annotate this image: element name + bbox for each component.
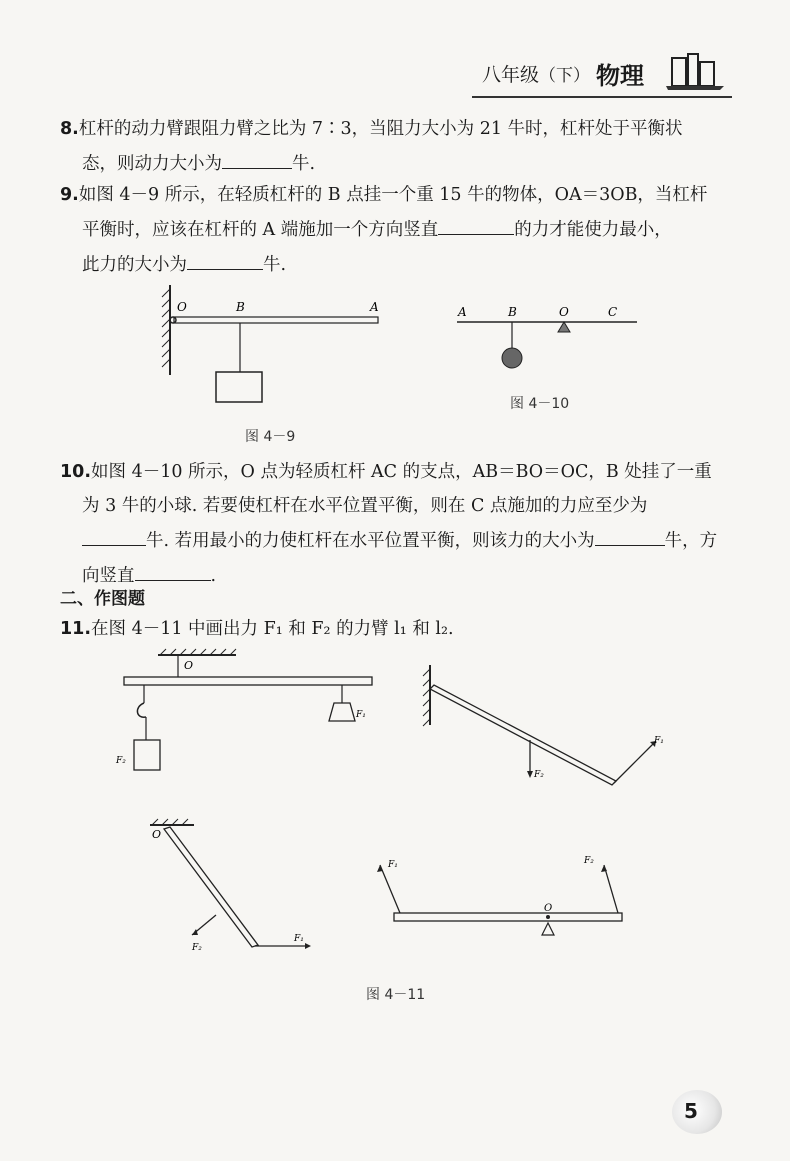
label-f1: F₁ bbox=[654, 736, 664, 746]
label-f2: F₂ bbox=[534, 770, 544, 780]
question-text: 如图 4－10 所示，O 点为轻质杠杆 AC 的支点，AB＝BO＝OC，B 处挂了一重 bbox=[91, 462, 712, 482]
hanging-weight bbox=[216, 372, 262, 402]
label-f1: F₁ bbox=[356, 710, 366, 720]
question-text: 牛. bbox=[263, 255, 287, 275]
fulcrum bbox=[558, 322, 570, 332]
figure-4-9 bbox=[150, 275, 390, 415]
label-o: O bbox=[177, 300, 187, 314]
figure-4-11-d bbox=[377, 856, 622, 935]
hanging-weight bbox=[134, 740, 160, 770]
figure-4-11-c bbox=[150, 819, 311, 953]
question-text: 此力的大小为 bbox=[82, 255, 187, 275]
page-header bbox=[470, 52, 730, 97]
label-f2: F₂ bbox=[192, 943, 202, 953]
question-text: 在图 4－11 中画出力 F₁ 和 F₂ 的力臂 l₁ 和 l₂. bbox=[91, 619, 454, 639]
answer-blank[interactable] bbox=[82, 523, 146, 546]
answer-blank[interactable] bbox=[187, 247, 263, 270]
answer-blank[interactable] bbox=[595, 523, 665, 546]
page-number: 5 bbox=[684, 1099, 698, 1123]
lever bbox=[124, 677, 372, 685]
question-text: 牛. 若用最小的力使杠杆在水平位置平衡，则该力的大小为 bbox=[146, 531, 595, 551]
label-f1: F₁ bbox=[388, 860, 398, 870]
label-o: O bbox=[559, 305, 569, 319]
question-text: 平衡时，应该在杠杆的 A 端施加一个方向竖直 bbox=[82, 220, 439, 240]
figure-4-10 bbox=[452, 300, 642, 380]
header-rule bbox=[472, 96, 732, 98]
question-text: 杠杆的动力臂跟阻力臂之比为 7∶3，当阻力大小为 21 牛时，杠杆处于平衡状 bbox=[78, 119, 683, 139]
figure-4-11 bbox=[110, 645, 710, 975]
label-c: C bbox=[608, 305, 618, 319]
header-term: （下） bbox=[539, 66, 590, 86]
question-11 bbox=[60, 612, 740, 646]
figure-4-11-a bbox=[115, 649, 372, 770]
label-a: A bbox=[458, 305, 467, 319]
question-number: 11. bbox=[60, 619, 92, 639]
question-text: 牛. bbox=[292, 154, 316, 174]
label-o: O bbox=[184, 659, 194, 672]
label-f2: F₂ bbox=[116, 756, 126, 766]
header-books-icon bbox=[664, 52, 726, 92]
label-b: B bbox=[508, 305, 517, 319]
question-number: 8. bbox=[60, 119, 79, 139]
question-8 bbox=[60, 112, 740, 181]
lever bbox=[394, 913, 622, 921]
question-text: 向竖直 bbox=[82, 566, 135, 586]
question-text: . bbox=[210, 566, 217, 586]
question-number: 9. bbox=[60, 185, 79, 205]
label-b: B bbox=[236, 300, 245, 314]
answer-blank[interactable] bbox=[135, 558, 211, 581]
label-f2: F₂ bbox=[584, 856, 594, 866]
hanging-weight bbox=[329, 703, 355, 721]
question-text: 为 3 牛的小球. 若要使杠杆在水平位置平衡，则在 C 点施加的力应至少为 bbox=[82, 496, 648, 516]
lever bbox=[164, 827, 258, 947]
figure-caption: 图 4－11 bbox=[366, 987, 426, 1003]
wall bbox=[162, 285, 170, 375]
label-f1: F₁ bbox=[294, 934, 304, 944]
question-text: 的力才能使力最小， bbox=[514, 220, 672, 240]
header-grade: 八年级 bbox=[482, 64, 540, 86]
label-o: O bbox=[152, 828, 162, 841]
question-10 bbox=[60, 455, 740, 593]
question-text: 如图 4－9 所示，在轻质杠杆的 B 点挂一个重 15 牛的物体，OA＝3OB，当杠杆 bbox=[78, 185, 708, 205]
question-9 bbox=[60, 178, 740, 282]
answer-blank[interactable] bbox=[222, 146, 292, 169]
label-a: A bbox=[370, 300, 379, 314]
question-text: 牛，方 bbox=[664, 531, 718, 551]
label-o: O bbox=[544, 903, 553, 914]
figure-4-11-b bbox=[423, 665, 664, 785]
header-subject: 物理 bbox=[596, 62, 644, 90]
lever bbox=[174, 317, 378, 323]
answer-blank[interactable] bbox=[438, 212, 514, 235]
lever bbox=[430, 685, 616, 785]
figure-caption: 图 4－10 bbox=[510, 396, 570, 412]
section-heading: 二、作图题 bbox=[60, 589, 145, 609]
hanging-ball bbox=[502, 348, 522, 368]
figure-caption: 图 4－9 bbox=[245, 429, 296, 445]
question-text: 态，则动力大小为 bbox=[82, 154, 222, 174]
fulcrum bbox=[542, 923, 554, 935]
question-number: 10. bbox=[60, 462, 92, 482]
